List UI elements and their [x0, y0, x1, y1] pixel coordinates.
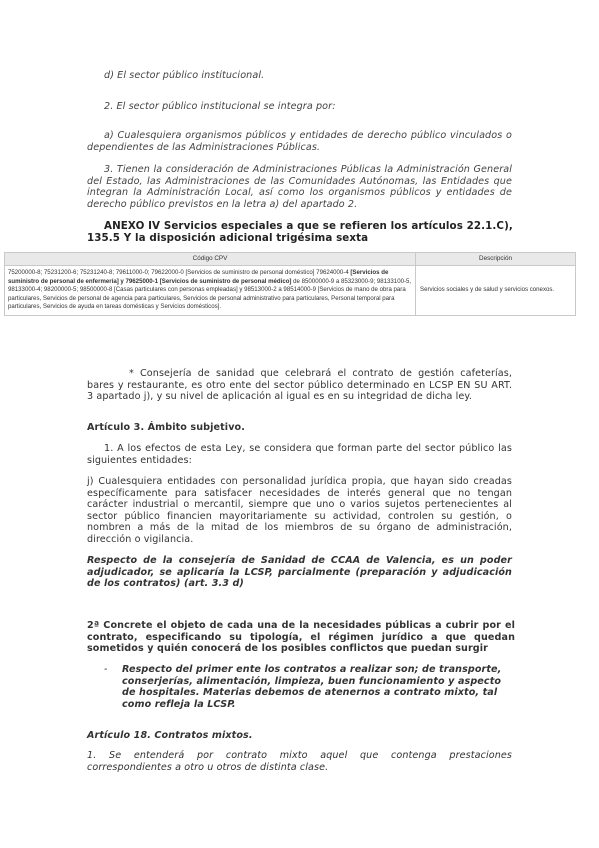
article-18-title: Artículo 18. Contratos mixtos. [87, 730, 253, 741]
article-18-paragraph-1: 1. Se entenderá por contrato mixto aquel que contenga prestaciones correspondientes a otro u otros de distinta clase. [87, 750, 512, 773]
anexo-title-line2: 135.5 Y la disposición adicional trigésima sexta [87, 232, 369, 244]
paragraph-sector-institucional: d) El sector público institucional. [104, 70, 265, 81]
anexo-title-line1: ANEXO IV Servicios especiales a que se refieren los artículos 22.1.C), [104, 220, 513, 232]
table-cell-descripcion: Servicios sociales y de salud y servicios conexos. [416, 266, 576, 316]
note-consejeria: * Consejería de sanidad que celebrará el contrato de gestión cafeterías, bares y restaurante, es otro ente del sector público determinado en LCSP EN SU ART. 3 apartado j), y su nivel de aplicación al igual es en su integridad de dicha ley. [87, 368, 512, 403]
table-header-descripcion: Descripción [416, 253, 576, 266]
article-3-title: Artículo 3. Ámbito subjetivo. [87, 422, 245, 433]
question-2: 2ª Concrete el objeto de cada una de la necesidades públicas a cubrir por el contrato, especificando su tipología, el régimen jurídico a que quedan sometidos y quién conocerá de los posibles conflictos que puedan surgir [87, 620, 515, 655]
article-3-paragraph-1: 1. A los efectos de esta Ley, se considera que forman parte del sector público las siguientes entidades: [87, 443, 512, 466]
cpv-codes-text-2: de 85000000-9 a 85323000-9; 98133100-5, 98133000-4; 98200000-5; 98500000-8 [Casas particulares con personas empleadas] y 98513000-2 a 98514000-9 [Servicios de mano de obra para particulares, Servicios de personal de agencia para particulares, Servicios de personal administrativo para particulares, Personal temporal para particulares, Servicios de ayuda en tareas domésticas y Servicios domésticos]. [8, 277, 412, 311]
cpv-codes-bold: [Servicios de suministro de personal de enfermería] y 79625000-1 [Servicios de suministro de personal médico] [8, 269, 389, 285]
paragraph-organismos: a) Cualesquiera organismos públicos y entidades de derecho público vinculados o dependientes de las Administraciones Públicas. [87, 130, 512, 153]
table-cell-cpv-codes [5, 266, 416, 316]
paragraph-sector-integra: 2. El sector público institucional se integra por: [104, 101, 336, 112]
table-header-row [5, 253, 576, 266]
article-3-paragraph-j: j) Cualesquiera entidades con personalidad jurídica propia, que hayan sido creadas específicamente para satisfacer necesidades de interés general que no tengan carácter industrial o mercantil, siempre que uno o varios sujetos pertenecientes al sector público financien mayoritariamente su actividad, controlen su gestión, o nombren a más de la mitad de los miembros de su órgano de administración, dirección o vigilancia. [87, 476, 512, 545]
table-row [5, 266, 576, 316]
respecto-consejeria: Respecto de la consejería de Sanidad de CCAA de Valencia, es un poder adjudicador, se aplicaría la LCSP, parcialmente (preparación y adjudicación de los contratos) (art. 3.3 d) [87, 555, 512, 590]
bullet-dash: - [104, 664, 108, 675]
bullet-text: Respecto del primer ente los contratos a realizar son; de transporte, conserjerías, alimentación, limpieza, buen funcionamiento y aspecto de hospitales. Materias debemos de atenernos a contrato mixto, tal como refleja la LCSP. [122, 664, 502, 710]
table-header-cpv: Código CPV [5, 253, 416, 266]
paragraph-administraciones: 3. Tienen la consideración de Administraciones Públicas la Administración General del Estado, las Administraciones de las Comunidades Autónomas, las Entidades que integran la Administración Local, así como los organismos públicos y entidades de derecho público previstos en la letra a) del apartado 2. [87, 164, 512, 210]
cpv-codes-text: 75200000-8; 75231200-6; 75231240-8; 79611000-0; 79622000-0 [Servicios de suministro de personal doméstico] 79624000-4 [8, 269, 351, 276]
cpv-table [4, 252, 576, 316]
